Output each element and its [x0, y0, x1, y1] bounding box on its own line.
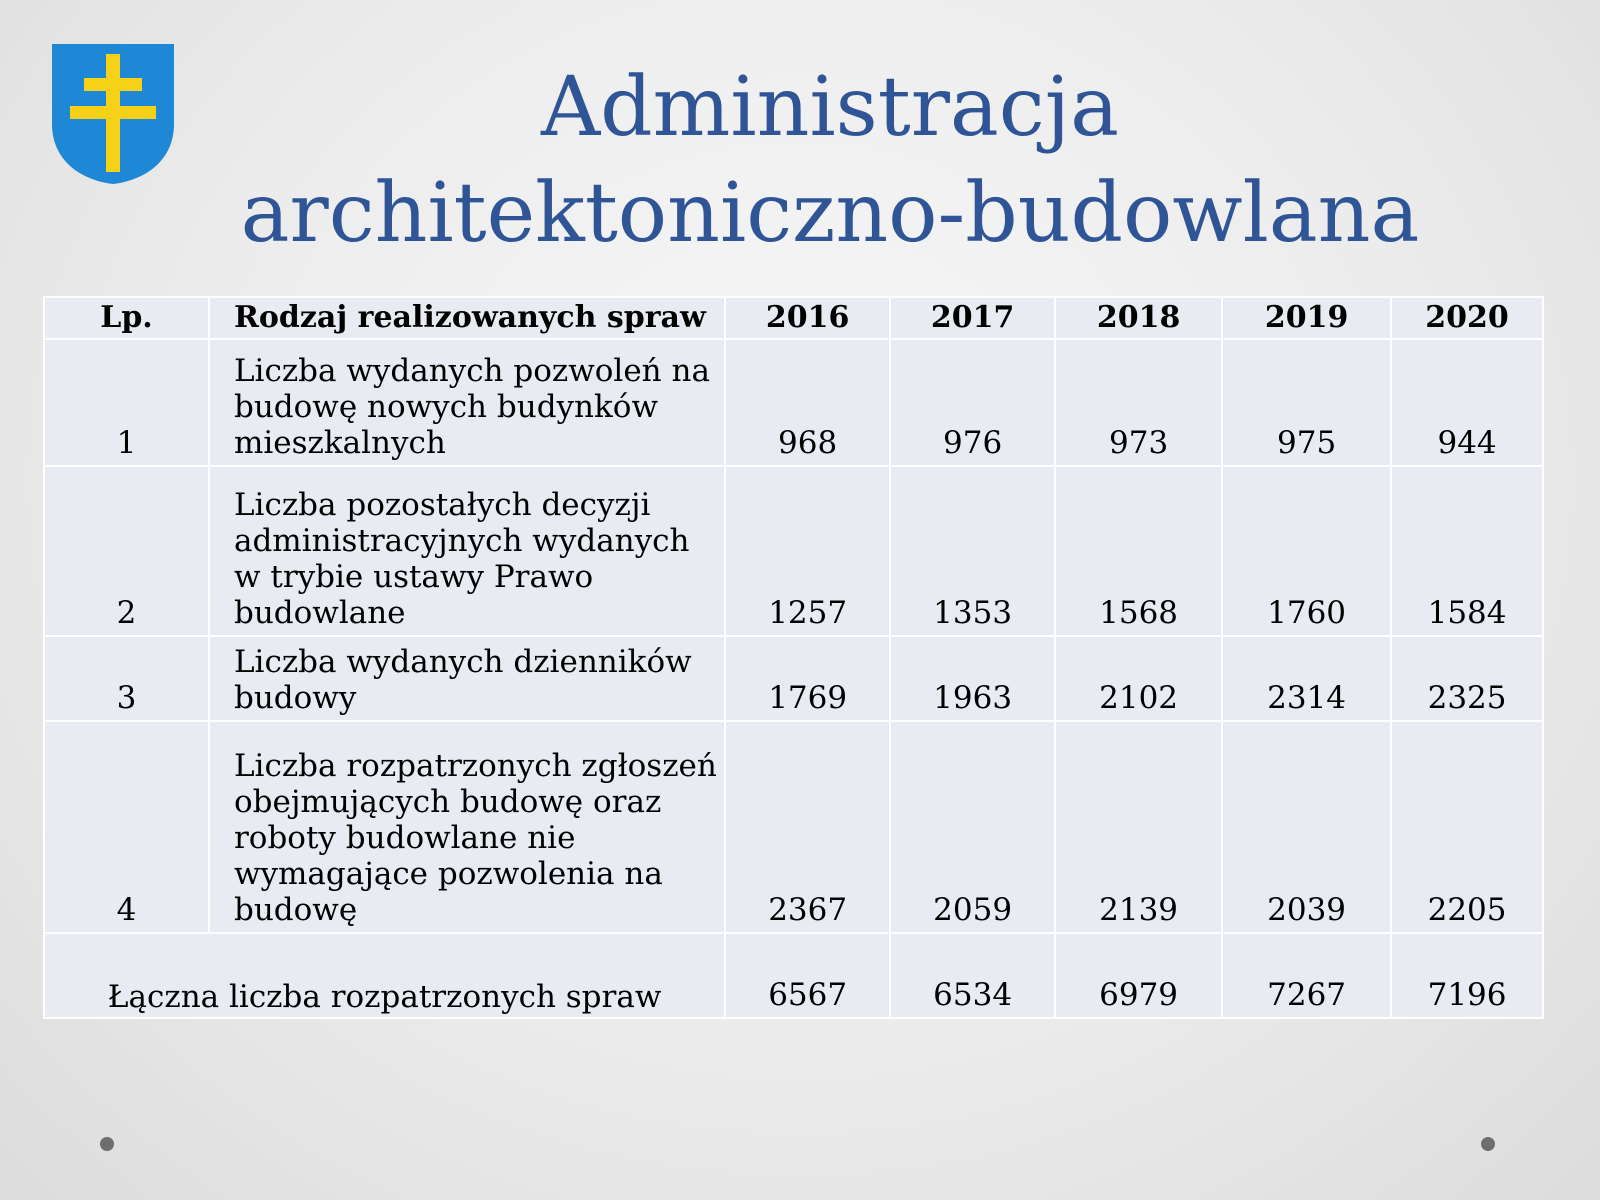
total-2020: 7196 — [1391, 933, 1543, 1018]
value-2020: 944 — [1391, 339, 1543, 466]
value-2016: 1257 — [725, 466, 890, 636]
value-2019: 1760 — [1222, 466, 1391, 636]
header-case-type: Rodzaj realizowanych spraw — [209, 297, 725, 339]
row-lp: 1 — [44, 339, 209, 466]
total-label: Łączna liczba rozpatrzonych spraw — [44, 933, 725, 1018]
description-line: budowę nowych budynków — [233, 389, 658, 425]
decorative-dot-right — [1481, 1137, 1495, 1151]
slide-title-line-2: architektoniczno-budowlana — [240, 166, 1420, 261]
description-line: wymagające pozwolenia na — [233, 856, 663, 892]
header-year-2020: 2020 — [1391, 297, 1543, 339]
row-description — [209, 466, 725, 636]
description-line: Liczba pozostałych decyzji — [233, 487, 651, 523]
description-line: mieszkalnych — [233, 425, 446, 461]
value-2017: 2059 — [890, 721, 1055, 933]
value-2020: 1584 — [1391, 466, 1543, 636]
slide-title — [240, 55, 1420, 267]
value-2018: 2139 — [1055, 721, 1222, 933]
value-2018: 2102 — [1055, 636, 1222, 721]
value-2018: 973 — [1055, 339, 1222, 466]
value-2016: 968 — [725, 339, 890, 466]
value-2017: 976 — [890, 339, 1055, 466]
statistics-table — [43, 296, 1544, 1019]
decorative-dot-left — [100, 1137, 114, 1151]
total-row — [44, 933, 1543, 1018]
header-year-2016: 2016 — [725, 297, 890, 339]
value-2019: 975 — [1222, 339, 1391, 466]
value-2016: 1769 — [725, 636, 890, 721]
description-line: obejmujących budowę oraz — [233, 784, 662, 820]
value-2017: 1963 — [890, 636, 1055, 721]
header-year-2017: 2017 — [890, 297, 1055, 339]
value-2019: 2039 — [1222, 721, 1391, 933]
table-header-row — [44, 297, 1543, 339]
row-description — [209, 339, 725, 466]
total-2018: 6979 — [1055, 933, 1222, 1018]
description-line: administracyjnych wydanych — [233, 523, 690, 559]
total-2016: 6567 — [725, 933, 890, 1018]
table-row — [44, 636, 1543, 721]
coat-of-arms-icon — [50, 42, 176, 186]
value-2016: 2367 — [725, 721, 890, 933]
row-description — [209, 721, 725, 933]
header-lp: Lp. — [44, 297, 209, 339]
row-description — [209, 636, 725, 721]
table-row — [44, 721, 1543, 933]
description-line: Liczba wydanych dzienników — [233, 644, 692, 680]
row-lp: 2 — [44, 466, 209, 636]
total-2017: 6534 — [890, 933, 1055, 1018]
table-row — [44, 466, 1543, 636]
table-row — [44, 339, 1543, 466]
value-2018: 1568 — [1055, 466, 1222, 636]
description-line: budowlane — [233, 595, 406, 631]
header-year-2018: 2018 — [1055, 297, 1222, 339]
header-year-2019: 2019 — [1222, 297, 1391, 339]
value-2019: 2314 — [1222, 636, 1391, 721]
value-2017: 1353 — [890, 466, 1055, 636]
row-lp: 3 — [44, 636, 209, 721]
slide-title-line-1: Administracja — [540, 60, 1120, 155]
description-line: roboty budowlane nie — [233, 820, 576, 856]
row-lp: 4 — [44, 721, 209, 933]
total-2019: 7267 — [1222, 933, 1391, 1018]
description-line: Liczba rozpatrzonych zgłoszeń — [233, 748, 717, 784]
description-line: budowy — [233, 680, 357, 716]
value-2020: 2205 — [1391, 721, 1543, 933]
value-2020: 2325 — [1391, 636, 1543, 721]
description-line: Liczba wydanych pozwoleń na — [233, 353, 710, 389]
description-line: budowę — [233, 892, 358, 928]
description-line: w trybie ustawy Prawo — [233, 559, 594, 595]
